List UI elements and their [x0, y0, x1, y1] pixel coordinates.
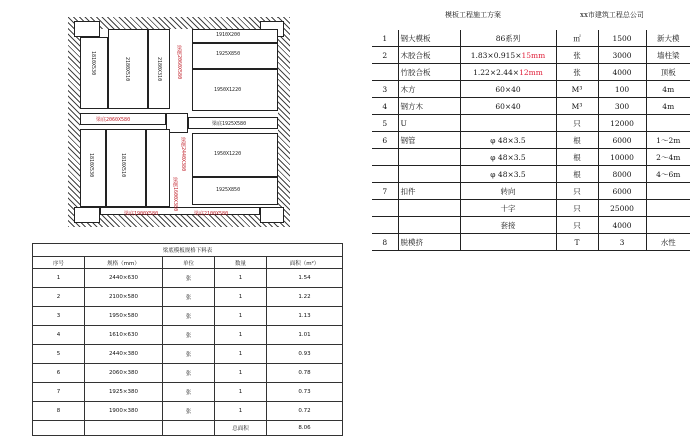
materials-row	[372, 217, 690, 234]
materials-cell-spec	[460, 98, 556, 115]
materials-cell-qty: 25000	[598, 200, 646, 217]
table-cell: 1.54	[267, 269, 343, 288]
table-cell: 6	[33, 364, 85, 383]
table-cell: 1.22	[267, 288, 343, 307]
table-cell: 0.73	[267, 383, 343, 402]
plan-label: 1810X510	[120, 153, 126, 178]
materials-cell-note	[646, 183, 690, 200]
materials-row	[372, 81, 690, 98]
spec-text: 60×40	[495, 101, 521, 111]
materials-cell-unit: T	[556, 234, 598, 251]
table-cell: 1	[215, 364, 267, 383]
table-cell: 8	[33, 402, 85, 421]
table-cell: 7	[33, 383, 85, 402]
materials-cell-qty: 300	[598, 98, 646, 115]
materials-table	[372, 30, 690, 251]
materials-cell-spec	[460, 166, 556, 183]
materials-cell-qty: 8000	[598, 166, 646, 183]
spec-text: 套接	[500, 220, 516, 230]
materials-cell-spec	[460, 81, 556, 98]
total-area-value: 8.06	[267, 421, 343, 436]
plan-label: 1925X850	[216, 51, 241, 57]
plan-panel	[146, 129, 170, 207]
materials-cell-name	[398, 200, 460, 217]
table-cell: 1.13	[267, 307, 343, 326]
corner-column	[260, 207, 284, 223]
materials-cell-qty: 3000	[598, 47, 646, 64]
materials-cell-qty: 100	[598, 81, 646, 98]
beam-form-cutting-table	[32, 243, 343, 436]
plan-label: 1810X530	[90, 51, 96, 76]
materials-cell-unit: 根	[556, 149, 598, 166]
spec-text: φ 48×3.5	[490, 169, 526, 179]
materials-cell-name	[398, 166, 460, 183]
plan-wall-right	[278, 17, 290, 227]
spec-text: 十字	[500, 203, 516, 213]
table-cell: 张	[163, 383, 215, 402]
table-cell: 2100×580	[85, 288, 163, 307]
materials-cell-unit: 只	[556, 115, 598, 132]
materials-cell-name: 竹胶合板	[398, 64, 460, 81]
materials-cell-no	[372, 64, 398, 81]
materials-cell-note	[646, 115, 690, 132]
materials-cell-spec	[460, 64, 556, 81]
company-name: xx市建筑工程总公司	[580, 11, 644, 19]
plan-beam-label: 梁底1900X580	[124, 211, 159, 217]
table-row	[33, 345, 343, 364]
table-cell: 2060×380	[85, 364, 163, 383]
spec-text: 86系列	[495, 33, 521, 43]
materials-row	[372, 183, 690, 200]
materials-cell-note	[646, 200, 690, 217]
plan-beam-label: 梁底2100X580	[194, 211, 229, 217]
table-row	[33, 402, 343, 421]
materials-cell-note: 顶板	[646, 64, 690, 81]
materials-cell-qty: 10000	[598, 149, 646, 166]
materials-cell-unit: 只	[556, 217, 598, 234]
materials-cell-spec	[460, 132, 556, 149]
column-header: 数量	[215, 257, 267, 269]
materials-row	[372, 98, 690, 115]
table-row	[33, 269, 343, 288]
spec-text: 转向	[500, 186, 516, 196]
materials-cell-qty: 6000	[598, 132, 646, 149]
materials-cell-note: 4m	[646, 98, 690, 115]
materials-cell-note: 4m	[646, 81, 690, 98]
table-cell: 张	[163, 288, 215, 307]
table-cell: 张	[163, 326, 215, 345]
materials-cell-no	[372, 149, 398, 166]
column-header: 规格（mm）	[85, 257, 163, 269]
materials-cell-unit: 只	[556, 183, 598, 200]
materials-cell-note: 1～2m	[646, 132, 690, 149]
materials-cell-spec	[460, 234, 556, 251]
spec-thickness: 12mm	[519, 67, 543, 77]
materials-cell-spec	[460, 200, 556, 217]
table-cell: 张	[163, 364, 215, 383]
materials-row	[372, 149, 690, 166]
materials-cell-no	[372, 217, 398, 234]
materials-row	[372, 64, 690, 81]
materials-cell-unit: M³	[556, 98, 598, 115]
spec-thickness: 15mm	[521, 50, 546, 60]
materials-cell-no: 5	[372, 115, 398, 132]
materials-cell-qty: 6000	[598, 183, 646, 200]
table-cell: 2440×380	[85, 345, 163, 364]
materials-cell-note: 水性	[646, 234, 690, 251]
table-cell: 0.72	[267, 402, 343, 421]
table-row	[33, 383, 343, 402]
plan-panel	[106, 129, 146, 207]
table-cell: 4	[33, 326, 85, 345]
table-cell: 1	[215, 288, 267, 307]
column-header: 面积（m²）	[267, 257, 343, 269]
materials-row	[372, 200, 690, 217]
materials-cell-name: 扣件	[398, 183, 460, 200]
materials-cell-unit: ㎡	[556, 30, 598, 47]
table-cell: 5	[33, 345, 85, 364]
materials-cell-no: 4	[372, 98, 398, 115]
materials-cell-qty: 4000	[598, 217, 646, 234]
plan-wall-bottom	[68, 215, 290, 227]
plan-beam-label: 梁侧2060X580	[176, 45, 182, 80]
materials-cell-note	[646, 217, 690, 234]
materials-cell-unit: 张	[556, 47, 598, 64]
total-area-label: 总面积	[215, 421, 267, 436]
materials-cell-no: 7	[372, 183, 398, 200]
table-cell: 1.01	[267, 326, 343, 345]
table-cell: 张	[163, 402, 215, 421]
table-cell: 张	[163, 307, 215, 326]
materials-cell-name: 脱模挤	[398, 234, 460, 251]
plan-beam-label: 梁底2060X580	[96, 117, 131, 123]
materials-cell-name: 钢方木	[398, 98, 460, 115]
spec-text: φ 48×3.5	[490, 152, 526, 162]
materials-cell-no: 2	[372, 47, 398, 64]
spec-text: φ 48×3.5	[490, 135, 526, 145]
column-header: 单位	[163, 257, 215, 269]
materials-cell-unit: 只	[556, 200, 598, 217]
materials-cell-unit: 根	[556, 132, 598, 149]
plan-label: 1925X850	[216, 187, 241, 193]
materials-cell-no: 3	[372, 81, 398, 98]
table-cell: 0.78	[267, 364, 343, 383]
materials-cell-name: U	[398, 115, 460, 132]
materials-cell-unit: M³	[556, 81, 598, 98]
spec-text: 1.83×0.915×	[470, 50, 522, 60]
table-row	[33, 326, 343, 345]
plan-wall-top	[68, 17, 290, 29]
plan-beam-label: 梁侧2440X380	[180, 137, 186, 172]
table-row	[33, 307, 343, 326]
table-cell: 1	[215, 307, 267, 326]
bottom-table-title: 梁底模板规格下料表	[33, 244, 343, 257]
table-cell: 1950×580	[85, 307, 163, 326]
plan-beam-label: 梁侧1600X380	[172, 177, 178, 212]
table-cell: 0.93	[267, 345, 343, 364]
materials-row	[372, 47, 690, 64]
table-row	[33, 288, 343, 307]
materials-cell-name	[398, 149, 460, 166]
materials-cell-note: 2～4m	[646, 149, 690, 166]
materials-cell-note: 新大模	[646, 30, 690, 47]
table-cell: 1	[215, 269, 267, 288]
materials-cell-spec	[460, 149, 556, 166]
materials-cell-name: 钢大模板	[398, 30, 460, 47]
plan-label: 1950X1220	[214, 151, 242, 157]
plan-label: 2180X310	[156, 57, 162, 82]
table-cell: 2	[33, 288, 85, 307]
table-cell: 张	[163, 345, 215, 364]
plan-label: 1810X530	[88, 153, 94, 178]
plan-label: 2180X510	[124, 57, 130, 82]
materials-cell-name: 钢管	[398, 132, 460, 149]
corner-column	[74, 207, 100, 223]
materials-cell-name	[398, 217, 460, 234]
plan-beam-label: 梁底1925X580	[212, 121, 247, 127]
table-cell: 3	[33, 307, 85, 326]
corner-column	[74, 21, 100, 37]
plan-label: 1910X200	[216, 32, 241, 38]
materials-cell-unit: 根	[556, 166, 598, 183]
table-cell: 张	[163, 269, 215, 288]
materials-cell-name: 木胶合板	[398, 47, 460, 64]
table-cell: 1610×630	[85, 326, 163, 345]
materials-cell-qty: 1500	[598, 30, 646, 47]
plan-wall-left	[68, 17, 80, 227]
materials-cell-spec	[460, 183, 556, 200]
table-cell: 1	[215, 383, 267, 402]
materials-cell-qty: 4000	[598, 64, 646, 81]
right-table-title: 模板工程施工方案	[445, 11, 501, 19]
materials-cell-no: 8	[372, 234, 398, 251]
materials-cell-unit: 张	[556, 64, 598, 81]
materials-cell-no	[372, 200, 398, 217]
table-cell: 1925×380	[85, 383, 163, 402]
materials-cell-note: 4～6m	[646, 166, 690, 183]
spec-text: 1.22×2.44×	[473, 67, 520, 77]
materials-row	[372, 115, 690, 132]
materials-cell-name: 木方	[398, 81, 460, 98]
plan-label: 1950X1220	[214, 87, 242, 93]
materials-cell-no: 6	[372, 132, 398, 149]
table-row	[33, 364, 343, 383]
materials-row	[372, 234, 690, 251]
formwork-plan-drawing	[68, 17, 290, 227]
spec-text: 60×40	[495, 84, 521, 94]
materials-cell-no: 1	[372, 30, 398, 47]
materials-cell-note: 墙柱梁	[646, 47, 690, 64]
materials-cell-qty: 12000	[598, 115, 646, 132]
materials-cell-spec	[460, 217, 556, 234]
table-cell: 1	[33, 269, 85, 288]
table-cell: 1	[215, 326, 267, 345]
materials-cell-spec	[460, 47, 556, 64]
column-header: 序号	[33, 257, 85, 269]
materials-cell-spec	[460, 30, 556, 47]
materials-row	[372, 30, 690, 47]
table-cell: 1	[215, 345, 267, 364]
table-cell: 1	[215, 402, 267, 421]
materials-cell-qty: 3	[598, 234, 646, 251]
materials-cell-spec	[460, 115, 556, 132]
table-cell: 2440×630	[85, 269, 163, 288]
table-cell: 1900×380	[85, 402, 163, 421]
materials-cell-no	[372, 166, 398, 183]
materials-row	[372, 166, 690, 183]
materials-row	[372, 132, 690, 149]
